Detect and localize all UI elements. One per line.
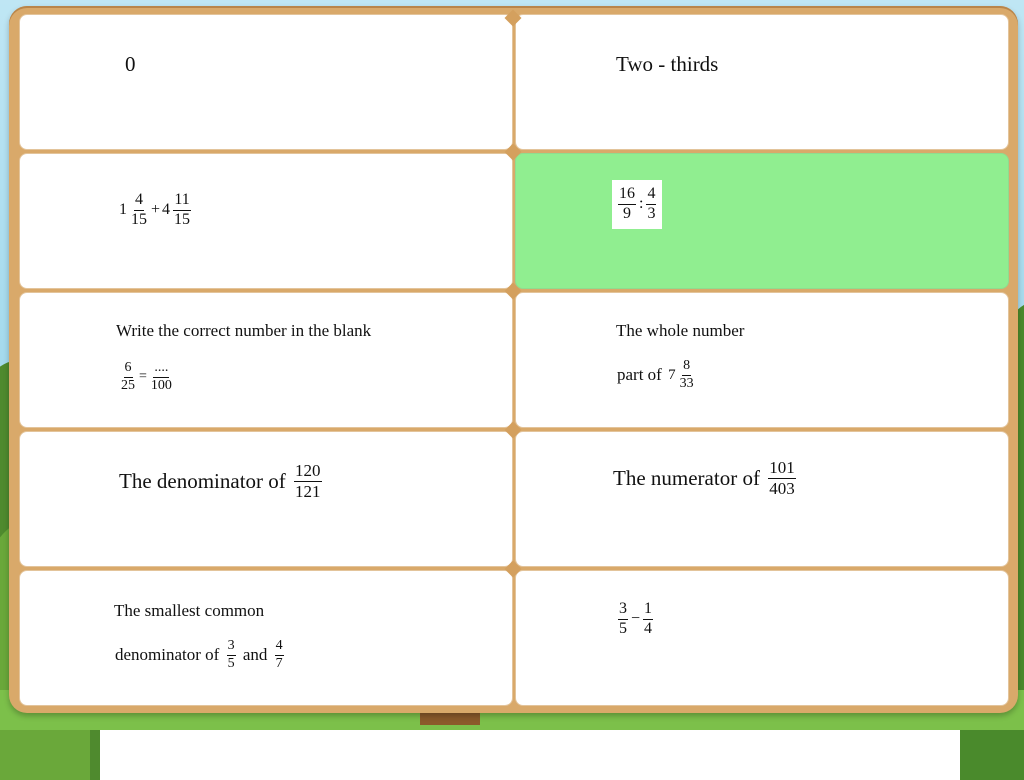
instruction-text: Write the correct number in the blank <box>116 321 372 340</box>
plus-sign: + <box>151 201 161 219</box>
card-text: The numerator of $\frac{101}{403}$ <box>613 458 795 498</box>
card-two-thirds[interactable] <box>515 14 1009 150</box>
expression <box>612 180 662 229</box>
card-denominator[interactable] <box>19 431 513 567</box>
card-common-denominator[interactable] <box>19 570 513 706</box>
matching-board <box>9 6 1018 713</box>
equals-sign: = <box>139 369 147 385</box>
card-fill-blank[interactable] <box>19 292 513 428</box>
expression-box: $\frac{16}{9}$ : $\frac{4}{3}$ <box>612 180 662 229</box>
whole-number: 1 <box>119 201 127 219</box>
card-mixed-sum[interactable] <box>19 153 513 289</box>
card-text: The denominator of $\frac{120}{121}$ <box>119 461 321 501</box>
card-text-line2: part of 7 $\frac{8}{33}$ <box>617 358 694 391</box>
expression: $\frac{3}{5}$ − $\frac{1}{4}$ <box>619 600 653 637</box>
whole-number: 4 <box>162 201 171 219</box>
fraction: $\frac{11}{15}$ <box>174 191 191 228</box>
card-text-line1: The whole number <box>616 321 745 340</box>
card-fraction-difference[interactable] <box>515 570 1009 706</box>
card-grid <box>19 14 1009 706</box>
expression <box>118 192 193 229</box>
card-whole-number-part[interactable] <box>515 292 1009 428</box>
card-zero[interactable] <box>19 14 513 150</box>
card-text: Two - thirds <box>616 52 719 76</box>
card-division-selected[interactable] <box>515 153 1009 289</box>
card-numerator[interactable] <box>515 431 1009 567</box>
card-text: 0 <box>125 52 136 76</box>
card-text-line1: The smallest common <box>114 601 265 620</box>
card-text-line2: denominator of $\frac{3}{5}$ and $\frac{4}{7}$ <box>115 638 283 671</box>
expression: $\frac{6}{25}$ = $\frac{....}{100}$ <box>121 360 172 393</box>
dirt-patch <box>420 712 480 725</box>
minus-sign: − <box>631 610 641 628</box>
divide-sign: : <box>639 195 644 213</box>
fraction: $\frac{4}{15}$ <box>131 191 147 228</box>
